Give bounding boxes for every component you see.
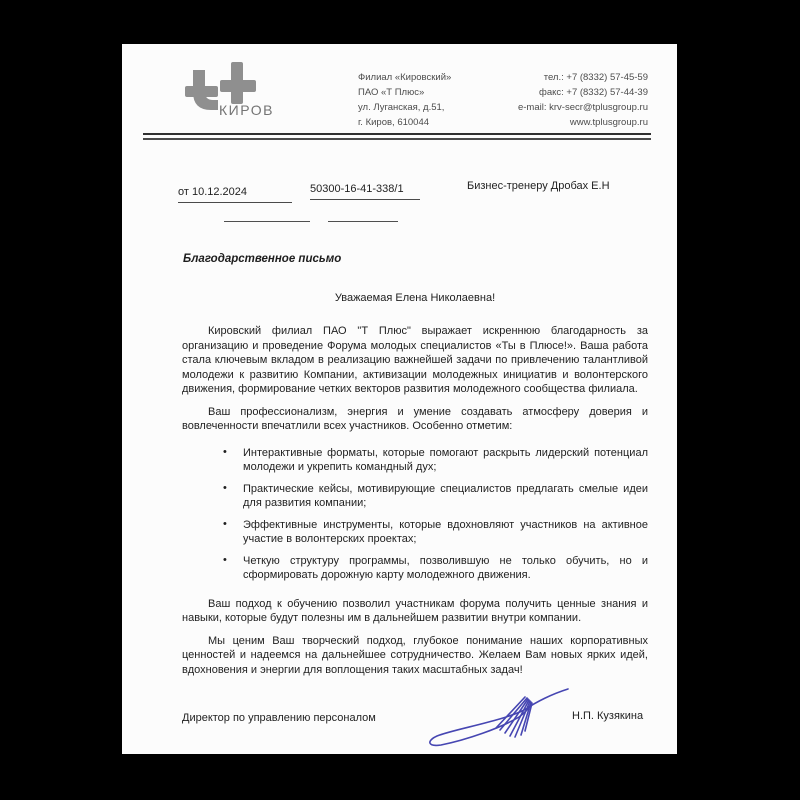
letter-body [182, 324, 648, 685]
letter-title: Благодарственное письмо [183, 253, 342, 265]
paragraph: Мы ценим Ваш творческий подход, глубокое понимание наших корпоративных ценностей и надеемся на дальнейшее сотрудничество. Желаем Вам новых ярких идей, вдохновения и энергии для воплощения таких масштабных задач! [182, 634, 648, 676]
sender-line: г. Киров, 610044 [358, 117, 430, 128]
bullet-dot: • [223, 445, 227, 458]
signer-position: Директор по управлению персоналом [182, 712, 376, 724]
bullet-dot: • [223, 553, 227, 566]
list-item-text: Практические кейсы, мотивирующие специалистов предлагать смелые идеи для развития компании; [243, 482, 648, 509]
contact-info [518, 70, 648, 130]
list-item-text: Интерактивные форматы, которые помогают раскрыть лидерский потенциал молодежи и укрепить командный дух; [243, 446, 648, 473]
salutation: Уважаемая Елена Николаевна! [334, 292, 496, 304]
sender-line: ПАО «Т Плюс» [358, 87, 425, 98]
list-item [223, 517, 648, 547]
letter-number: 50300-16-41-338/1 [310, 183, 420, 200]
letter-page [122, 44, 677, 754]
contact-phone: тел.: +7 (8332) 57-45-59 [543, 72, 648, 83]
bullet-dot: • [223, 517, 227, 530]
paragraph: Кировский филиал ПАО "Т Плюс" выражает искреннюю благодарность за организацию и проведение Форума молодых специалистов «Ты в Плюсе!». Ваша работа стала ключевым вкладом в реализацию важнейшей задачи по привлечению талантливой молодежи к развитию Компании, активизации молодежных инициатив и волонтерского движения, формирование четких векторов развития молодежного сообщества филиала. [182, 325, 648, 395]
blank-underline [328, 221, 398, 222]
list-item-text: Четкую структуру программы, позволившую не только обучить, но и сформировать дорожную карту молодежного движения. [243, 554, 648, 581]
contact-email: e-mail: krv-secr@tplusgroup.ru [517, 102, 648, 113]
letter-date: от 10.12.2024 [178, 186, 292, 203]
list-item [223, 445, 648, 475]
sender-line: ул. Луганская, д.51, [358, 102, 445, 113]
paragraph: Ваш профессионализм, энергия и умение создавать атмосферу доверия и вовлеченности впечатлили всех участников. Особенно отметим: [182, 405, 648, 432]
handwritten-signature [422, 680, 572, 748]
contact-website: www.tplusgroup.ru [569, 117, 648, 128]
bullet-dot: • [223, 481, 227, 494]
list-item-text: Эффективные инструменты, которые вдохновляют участников на активное участие в волонтерских проектах; [243, 518, 648, 545]
logo-city-label: КИРОВ [219, 102, 274, 118]
blank-underline [224, 221, 310, 222]
sender-line: Филиал «Кировский» [358, 72, 452, 83]
contact-fax: факс: +7 (8332) 57-44-39 [539, 87, 648, 98]
list-item [223, 481, 648, 511]
sender-address [358, 70, 451, 130]
addressee: Бизнес-тренеру Дробах Е.Н [467, 180, 610, 192]
paragraph: Ваш подход к обучению позволил участникам форума получить ценные знания и навыки, которые будут полезны им в дальнейшем развитии внутри компании. [182, 597, 648, 624]
bullet-list [182, 446, 648, 583]
header-divider [143, 133, 651, 140]
list-item [223, 553, 648, 583]
signer-name: Н.П. Кузякина [572, 710, 644, 722]
